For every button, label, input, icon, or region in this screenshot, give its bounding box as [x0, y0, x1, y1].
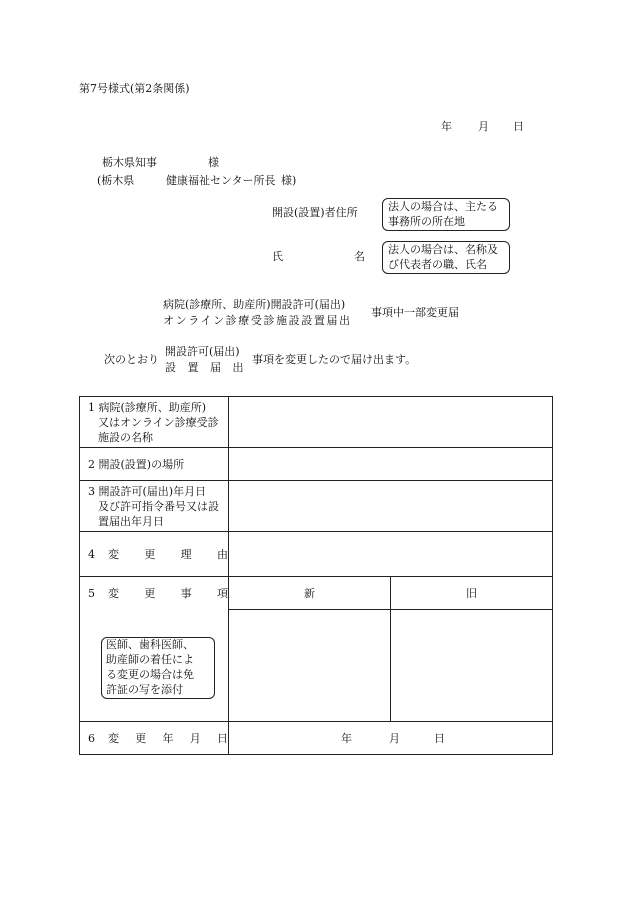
name-note-line1: 法人の場合は、名称及 [388, 243, 498, 256]
addressee-prefecture: (栃木県 [97, 174, 135, 187]
row4-char: 更 [144, 547, 156, 561]
row5-label [80, 577, 229, 722]
row3-label [80, 481, 229, 532]
row6-char: 月 [189, 731, 201, 745]
date-day-label: 日 [513, 120, 524, 133]
row5-char: 事 [180, 587, 192, 600]
attachment-note [101, 637, 213, 697]
addressee-office-sama: 様) [281, 174, 297, 187]
row2-label: 2 開設(設置)の場所 [80, 448, 229, 481]
row6-char: 変 [108, 731, 119, 745]
row5-char: 更 [144, 587, 156, 600]
row4-char: 由 [216, 547, 228, 561]
date-month-label: 月 [478, 120, 489, 133]
change-details-table [79, 396, 553, 755]
statement-option2: 設 置 届 出 [165, 361, 246, 374]
table-row [80, 448, 553, 481]
name-label-2: 名 [354, 250, 365, 263]
row6-label [80, 722, 229, 755]
row5-char: 項 [216, 587, 228, 600]
row5-num: 5 [88, 587, 95, 600]
row4-label [80, 532, 229, 577]
row1-line1: 1 病院(診療所、助産所) [88, 400, 207, 414]
change-date-month: 月 [389, 731, 400, 745]
reason-field[interactable] [229, 532, 553, 577]
row4-char: 理 [180, 547, 192, 561]
column-header-new: 新 [229, 577, 391, 610]
form-number: 第7号様式(第2条関係) [79, 82, 190, 95]
addressee-office: 健康福祉センター所長 [166, 174, 276, 187]
table-row [80, 481, 553, 532]
addressee-governor: 栃木県知事 [102, 156, 157, 169]
table-row [80, 532, 553, 577]
change-date-field[interactable] [229, 722, 553, 755]
date-year-label: 年 [441, 120, 452, 133]
permit-date-field[interactable] [229, 481, 553, 532]
column-header-old: 旧 [391, 577, 553, 610]
row1-label [80, 397, 229, 448]
row5-char: 変 [108, 587, 119, 600]
note-line2: 助産師の着任によ [106, 653, 194, 666]
facility-name-field[interactable] [229, 397, 553, 448]
note-line4: 許証の写を添付 [106, 683, 183, 696]
row1-line2: 又はオンライン診療受診 [98, 415, 219, 429]
note-line1: 医師、歯科医師、 [106, 638, 194, 651]
note-line3: る変更の場合は免 [106, 668, 194, 681]
change-date-year: 年 [341, 731, 352, 745]
title-line1: 病院(診療所、助産所)開設許可(届出) [163, 298, 346, 311]
change-date-day: 日 [434, 731, 445, 745]
address-note-line1: 法人の場合は、主たる [388, 200, 498, 213]
address-note-line2: 事務所の所在地 [388, 215, 465, 228]
row6-char: 年 [162, 731, 174, 745]
name-label-1: 氏 [272, 250, 283, 263]
row6-char: 日 [217, 731, 228, 745]
row6-char: 更 [135, 731, 147, 745]
table-row [80, 397, 553, 448]
statement-option1: 開設許可(届出) [165, 345, 240, 358]
row1-line3: 施設の名称 [98, 430, 153, 444]
title-suffix: 事項中一部変更届 [371, 306, 459, 319]
name-note-line2: び代表者の職、氏名 [388, 258, 487, 271]
row3-line1: 3 開設許可(届出)年月日 [88, 484, 207, 498]
location-field[interactable] [229, 448, 553, 481]
table-row [80, 722, 553, 755]
statement-prefix: 次のとおり [104, 353, 159, 366]
table-row [80, 577, 553, 610]
addressee-sama: 様 [208, 156, 219, 169]
statement-suffix: 事項を変更したので届け出ます。 [252, 353, 417, 366]
old-value-field[interactable] [391, 610, 553, 722]
row4-num: 4 [88, 547, 95, 561]
row4-char: 変 [108, 547, 119, 561]
row3-line3: 置届出年月日 [98, 514, 164, 528]
new-value-field[interactable] [229, 610, 391, 722]
title-line2: オンライン診療受診施設設置届出 [163, 314, 352, 327]
address-label: 開設(設置)者住所 [272, 206, 358, 219]
row6-num: 6 [88, 731, 95, 745]
row3-line2: 及び許可指令番号又は設 [98, 499, 219, 513]
